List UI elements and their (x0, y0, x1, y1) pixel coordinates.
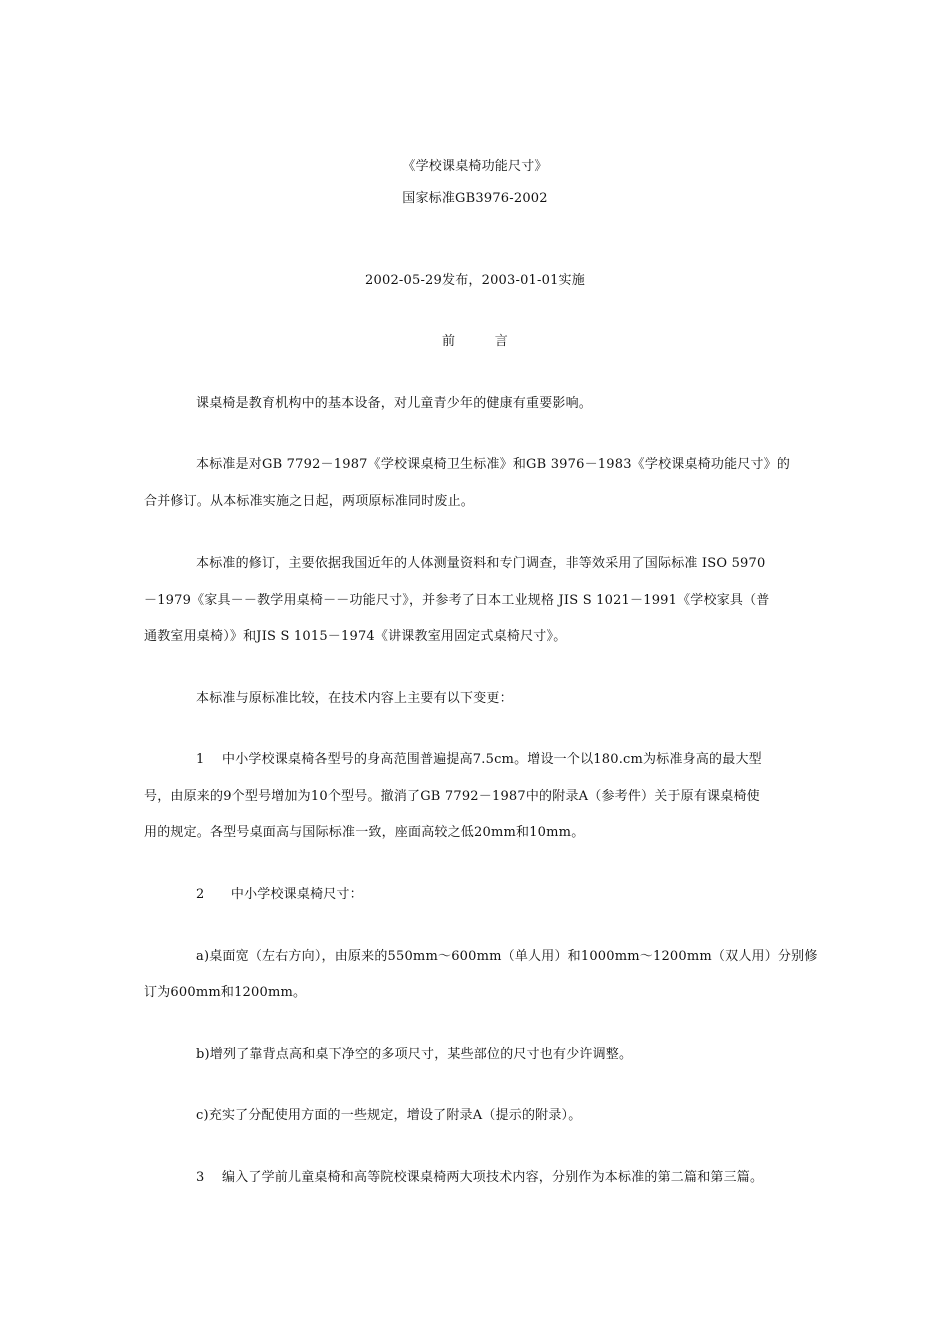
item-2c: c)充实了分配使用方面的一些规定，增设了附录A（提示的附录）。 (196, 1108, 582, 1123)
paragraph-2-line-2: 合并修订。从本标准实施之日起，两项原标准同时废止。 (144, 494, 475, 509)
paragraph-3-line-3: 通教室用桌椅）》和JIS S 1015－1974《讲课教室用固定式桌椅尺寸》。 (144, 629, 567, 644)
item-2a-line-2: 订为600mm和1200mm。 (144, 985, 307, 1000)
item-1-line-1: 1 中小学校课桌椅各型号的身高范围普遍提高7.5cm。增设一个以180.cm为标准身高的最大型 (196, 752, 762, 767)
paragraph-3-line-2: －1979《家具－－教学用桌椅－－功能尺寸》，并参考了日本工业规格 JIS S 1021－1991《学校家具（普 (144, 593, 770, 608)
item-1-line-2: 号，由原来的9个型号增加为10个型号。撤消了GB 7792－1987中的附录A（参考件）关于原有课桌椅使 (144, 789, 760, 804)
publish-dates: 2002-05-29发布，2003-01-01实施 (365, 273, 585, 288)
item-2b: b)增列了靠背点高和桌下净空的多项尺寸，某些部位的尺寸也有少许调整。 (196, 1047, 633, 1062)
item-2: 2 中小学校课桌椅尺寸： (196, 887, 363, 902)
foreword-heading: 前 言 (441, 334, 508, 349)
paragraph-4: 本标准与原标准比较，在技术内容上主要有以下变更： (196, 691, 513, 706)
paragraph-1: 课桌椅是教育机构中的基本设备，对儿童青少年的健康有重要影响。 (196, 396, 593, 411)
paragraph-2-line-1: 本标准是对GB 7792－1987《学校课桌椅卫生标准》和GB 3976－1983《学校课桌椅功能尺寸》的 (196, 457, 791, 472)
item-1-line-3: 用的规定。各型号桌面高与国际标准一致，座面高较之低20mm和10mm。 (144, 825, 585, 840)
item-2a-line-1: a)桌面宽（左右方向），由原来的550mm～600mm（单人用）和1000mm～1200mm（双人用）分别修 (196, 949, 818, 964)
item-3: 3 编入了学前儿童桌椅和高等院校课桌椅两大项技术内容，分别作为本标准的第二篇和第三篇。 (196, 1170, 764, 1185)
standard-number: 国家标准GB3976-2002 (402, 191, 548, 206)
paragraph-3-line-1: 本标准的修订，主要依据我国近年的人体测量资料和专门调查，非等效采用了国际标准 ISO 5970 (196, 556, 766, 571)
document-title: 《学校课桌椅功能尺寸》 (402, 159, 548, 174)
